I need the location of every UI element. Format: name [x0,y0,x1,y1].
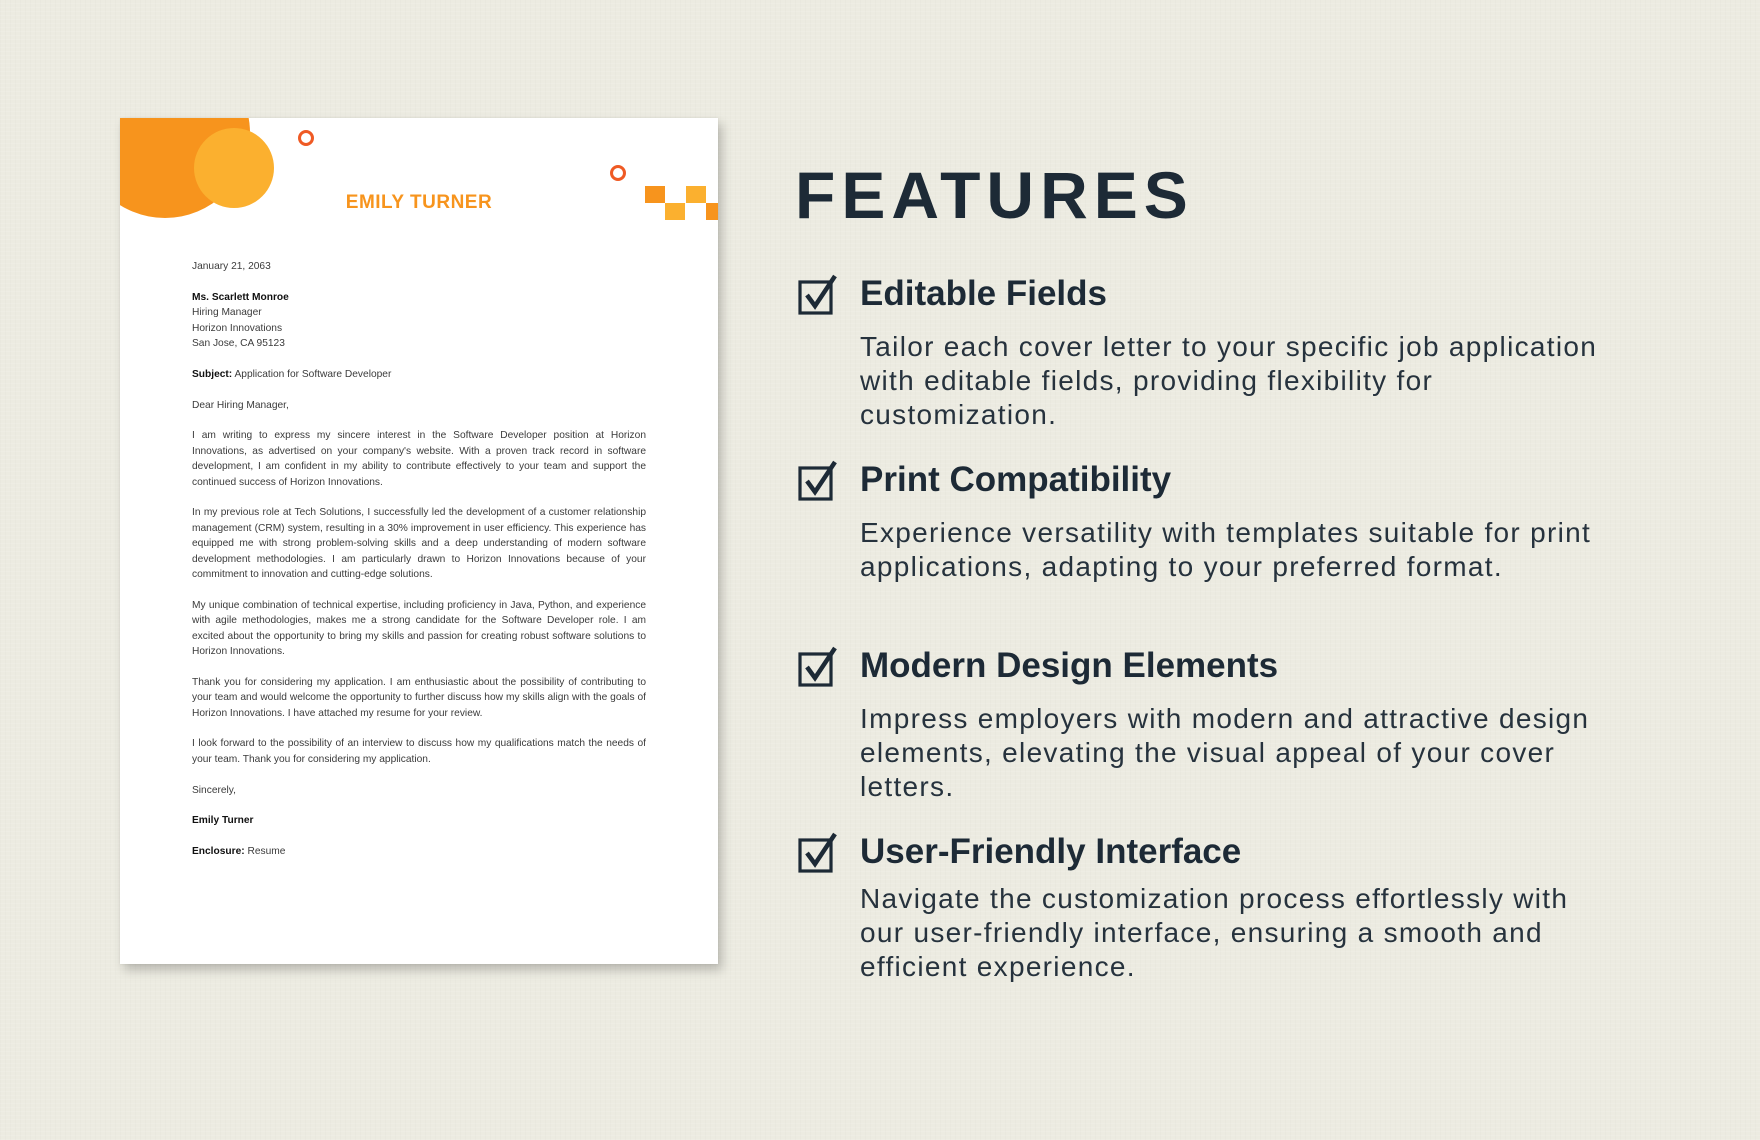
feature-description: Experience versatility with templates suitable for print applications, adapting to your preferred format. [860,517,1592,582]
checkbox-checked-icon [798,832,840,874]
enclosure-label: Enclosure: [192,846,245,858]
letter-closing: Sincerely, [192,784,236,796]
letter-paragraph: My unique combination of technical expertise, including proficiency in Java, Python, and experience with agile methodologies, makes me a strong candidate for the Software Developer role. I am excited about the opportunity to bring my skills and passion for creating robust software solutions to Horizon Innovations. [192,599,646,658]
checkbox-checked-icon [798,646,840,688]
ring-decoration [298,130,314,146]
subject-label: Subject: [192,368,233,380]
cover-letter-preview [120,118,718,964]
feature-title: Modern Design Elements [860,646,1279,685]
letter-paragraph: Thank you for considering my application. I am enthusiastic about the possibility of contributing to your team and would welcome the opportunity to further discuss how my skills align with the goals of Horizon Innovations. I have attached my resume for your review. [192,676,646,719]
feature-title: Editable Fields [860,274,1107,313]
letter-body [192,259,646,875]
subject-value: Application for Software Developer [234,368,392,380]
checkbox-checked-icon [798,460,840,502]
feature-title: User-Friendly Interface [860,832,1242,871]
recipient-name: Ms. Scarlett Monroe [192,291,289,303]
recipient-company: Horizon Innovations [192,322,283,334]
enclosure-line [192,844,646,859]
subject-line [192,367,646,382]
letter-signature: Emily Turner [192,815,254,827]
recipient-block [192,290,646,352]
features-heading: FEATURES [795,158,1194,232]
letter-date: January 21, 2063 [192,261,271,272]
recipient-address: San Jose, CA 95123 [192,338,285,350]
feature-title: Print Compatibility [860,460,1172,499]
letter-paragraph: In my previous role at Tech Solutions, I successfully led the development of a customer relationship management (CRM) system, resulting in a 30% improvement in user efficiency. This experience has equipped me with strong problem-solving skills and a deep understanding of modern software development methodologies. I am particularly drawn to Horizon Innovations because of your commitment to innovation and cutting-edge solutions. [192,507,646,581]
feature-description: Impress employers with modern and attractive design elements, elevating the visual appeal of your cover letters. [860,703,1590,802]
enclosure-value: Resume [247,846,286,858]
salutation: Dear Hiring Manager, [192,399,289,411]
checkbox-checked-icon [798,274,840,316]
feature-description: Tailor each cover letter to your specific job application with editable fields, providing flexibility for customization. [860,331,1598,430]
letter-paragraph: I am writing to express my sincere interest in the Software Developer position at Horizon Innovations, as advertised on your company's website. With a proven track record in software development, I am confident in my ability to contribute effectively to your team and support the continued success of Horizon Innovations. [192,430,646,488]
ring-decoration [610,165,626,181]
letter-sender-name: EMILY TURNER [345,192,493,213]
recipient-title: Hiring Manager [192,307,262,319]
letter-paragraph: I look forward to the possibility of an interview to discuss how my qualifications match the needs of your team. Thank you for considering my application. [192,738,646,765]
feature-description: Navigate the customization process effortlessly with our user-friendly interface, ensuring a smooth and efficient experience. [860,883,1569,982]
